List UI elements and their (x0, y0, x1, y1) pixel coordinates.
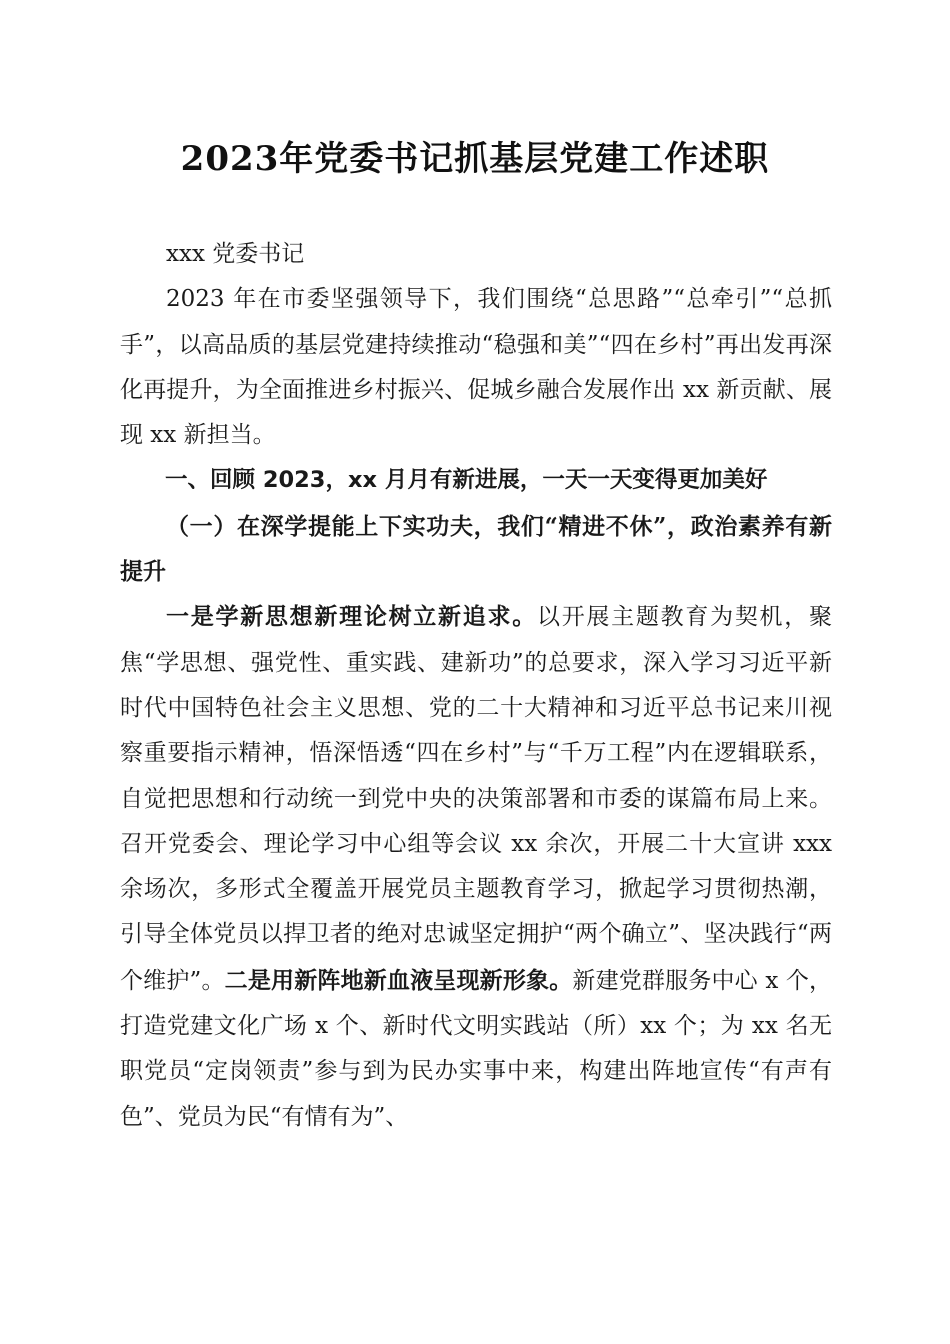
body-paragraph (120, 594, 832, 1140)
document-title: 2023年党委书记抓基层党建工作述职 (180, 139, 770, 179)
paragraph-body-1: 以开展主题教育为契机，聚焦“学思想、强党性、重实践、建新功”的总要求，深入学习习近平新时代中国特色社会主义思想、党的二十大精神和习近平总书记来川视察重要指示精神，悟深悟透“四在乡村”与“千万工程”内在逻辑联系，自觉把思想和行动统一到党中央的决策部署和市委的谋篇布局上来。召开党委会、理论学习中心组等会议 xx 余次，开展二十大宣讲 xxx 余场次，多形式全覆盖开展党员主题教育学习，掀起学习贯彻热潮，引导全体党员以捍卫者的绝对忠诚坚定拥护“两个确立”、坚决践行“两个维护”。 (120, 604, 833, 994)
subsection-heading: （一）在深学提能上下实功夫，我们“精进不休”，政治素养有新提升 (120, 512, 832, 586)
intro-paragraph: 2023 年在市委坚强领导下，我们围绕“总思路”“总牵引”“总抓手”，以高品质的基层党建持续推动“稳强和美”“四在乡村”再出发再深化再提升，为全面推进乡村振兴、促城乡融合发展作出 xx 新贡献、展现 xx 新担当。 (120, 286, 832, 449)
paragraph-lead-2: 二是用新阵地新血液呈现新形象。 (224, 966, 573, 994)
author-line: xxx 党委书记 (166, 241, 305, 267)
document-body (120, 232, 832, 1140)
section-heading: 一、回顾 2023，xx 月月有新进展，一天一天变得更加美好 (165, 467, 768, 494)
paragraph-body-2: 新建党群服务中心 x 个，打造党建文化广场 x 个、新时代文明实践站（所）xx 个；为 xx 名无职党员“定岗领责”参与到为民办实事中来，构建出阵地宣传“有声有色”、党员为民“有情有为”、 (120, 967, 833, 1130)
paragraph-lead-1: 一是学新思想新理论树立新追求。 (166, 603, 537, 631)
